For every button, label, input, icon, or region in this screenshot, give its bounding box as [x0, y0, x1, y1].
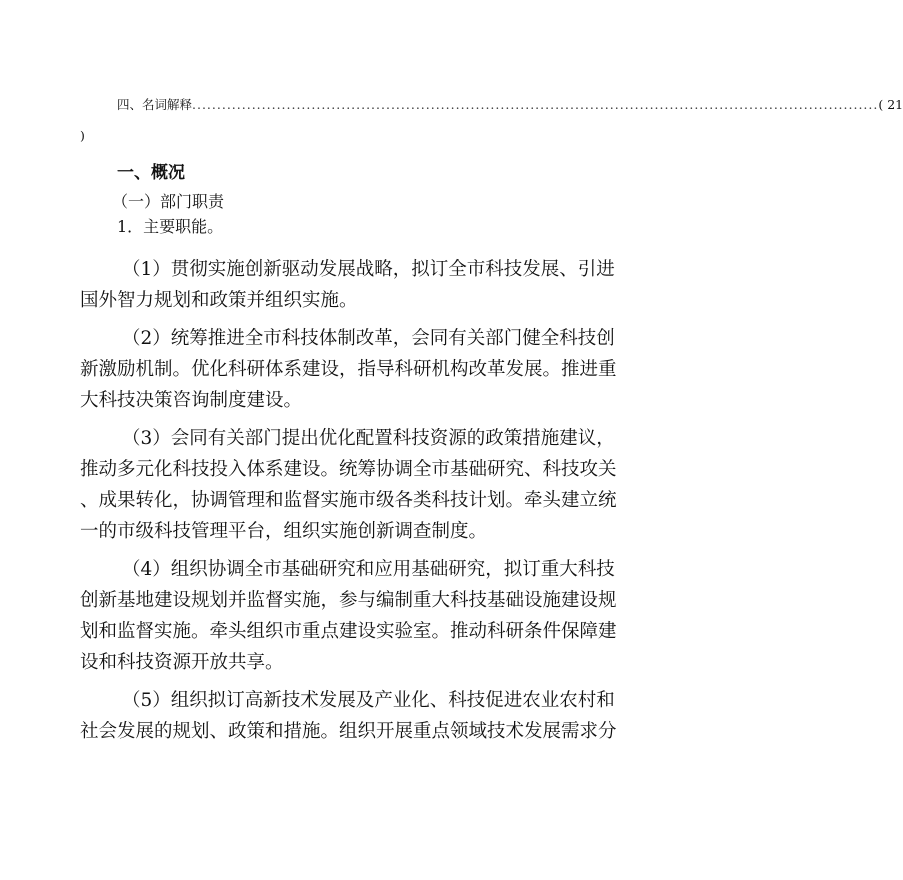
section-heading: 一、概况 — [117, 163, 185, 183]
toc-entry[interactable] — [117, 95, 903, 113]
text-line: （5）组织拟订高新技术发展及产业化、科技促进农业农村和 — [122, 690, 615, 711]
toc-label: 四、名词解释 — [117, 97, 193, 112]
text-line: （4）组织协调全市基础研究和应用基础研究，拟订重大科技 — [122, 559, 615, 580]
text-line: （2）统筹推进全市科技体制改革，会同有关部门健全科技创 — [122, 328, 615, 349]
toc-page-number: ( 21 — [878, 97, 903, 112]
text-line: 新激励机制。优化科研体系建设，指导科研机构改革发展。推进重 — [80, 359, 617, 380]
paragraph — [80, 323, 617, 416]
toc-leader-dots: .......................................................................................................................................... — [192, 97, 879, 112]
text-line: 一的市级科技管理平台，组织实施创新调查制度。 — [80, 521, 488, 542]
subsection-heading: （一）部门职责 — [112, 192, 225, 211]
text-line: 设和科技资源开放共享。 — [80, 652, 284, 673]
paragraph — [80, 423, 617, 547]
text-line: 国外智力规划和政策并组织实施。 — [80, 290, 358, 311]
text-line: （3）会同有关部门提出优化配置科技资源的政策措施建议， — [122, 428, 615, 449]
paragraph — [80, 554, 617, 678]
paragraph — [80, 685, 617, 747]
body-text — [80, 254, 617, 754]
toc-page-close: ) — [80, 128, 85, 143]
paragraph — [80, 254, 615, 316]
text-line: 推动多元化科技投入体系建设。统筹协调全市基础研究、科技攻关 — [80, 459, 617, 480]
text-line: 、成果转化，协调管理和监督实施市级各类科技计划。牵头建立统 — [80, 490, 617, 511]
text-line: 社会发展的规划、政策和措施。组织开展重点领域技术发展需求分 — [80, 721, 617, 742]
text-line: 大科技决策咨询制度建设。 — [80, 390, 303, 411]
text-line: 划和监督实施。牵头组织市重点建设实验室。推动科研条件保障建 — [80, 621, 617, 642]
item-heading: 1．主要职能。 — [117, 217, 224, 236]
text-line: 创新基地建设规划并监督实施，参与编制重大科技基础设施建设规 — [80, 590, 617, 611]
text-line: （1）贯彻实施创新驱动发展战略，拟订全市科技发展、引进 — [122, 259, 615, 280]
